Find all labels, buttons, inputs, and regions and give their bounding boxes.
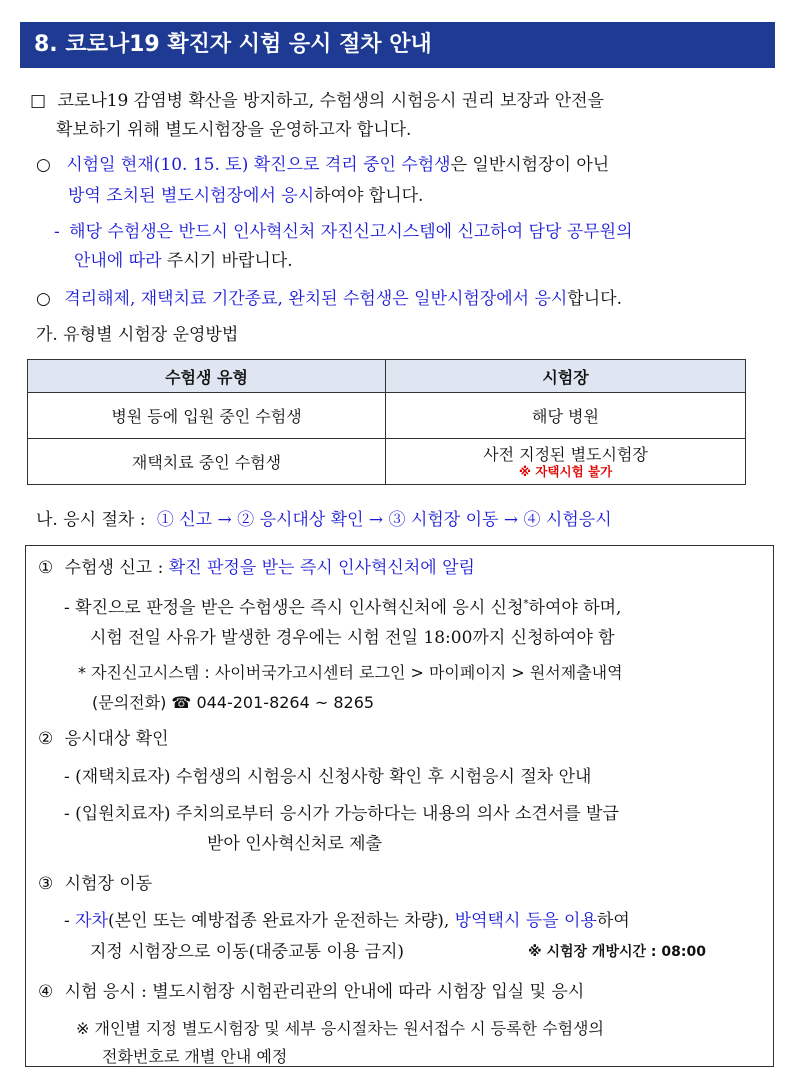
p3-text: 합니다. [567, 289, 622, 309]
page-title: 8. 코로나19 확진자 시험 응시 절차 안내 [20, 22, 775, 68]
intro-text-1: 코로나19 감염병 확산을 방지하고, 수험생의 시험응시 권리 보장과 안전을 [57, 91, 604, 111]
circle-bullet-icon: ○ [36, 289, 51, 309]
step-1-detail-2: 시험 전일 사유가 발생한 경우에는 시험 전일 18:00까지 신청하여야 함 [90, 628, 615, 648]
step-2-detail-2: - (입원치료자) 주치의로부터 응시가 가능하다는 내용의 의사 소견서를 발급 [64, 804, 619, 824]
table-cell-site: 사전 지정된 별도시험장 [483, 444, 648, 464]
section-na-steps: ① 신고 → ② 응시대상 확인 → ③ 시험장 이동 → ④ 시험응시 [156, 510, 612, 530]
section-na-label: 나. 응시 절차 : [36, 510, 146, 530]
step-3-detail-2: 지정 시험장으로 이동(대중교통 이용 금지) [90, 942, 405, 962]
step-2-heading [38, 724, 169, 749]
p1-highlight-2: 방역 조치된 별도시험장에서 응시 [68, 186, 315, 206]
table-header-site: 시험장 [386, 360, 746, 393]
p3-highlight: 격리해제, 재택치료 기간종료, 완치된 수험생은 일반시험장에서 응시 [64, 289, 568, 309]
step-3-highlight-2: 방역택시 등을 이용 [454, 911, 597, 931]
p2-text-2: 주시기 바랍니다. [161, 251, 293, 271]
step-1-highlight: 확진 판정을 받는 즉시 인사혁신처에 알림 [168, 558, 475, 578]
step-4-label: 시험 응시 : [64, 982, 147, 1002]
table-row [28, 439, 746, 485]
step-4-note-1: ※ 개인별 지정 별도시험장 및 세부 응시절차는 원서접수 시 등록한 수험생의 [76, 1019, 604, 1038]
asterisk-mark: * [523, 598, 529, 610]
table-cell-type: 재택치료 중인 수험생 [28, 439, 386, 485]
section-ga-heading: 가. 유형별 시험장 운영방법 [36, 325, 239, 345]
step-3-text-end: 하여 [596, 911, 630, 931]
intro-line-2 [56, 115, 411, 140]
intro-line-1 [30, 86, 604, 111]
step-3-text-mid: (본인 또는 예방접종 완료자가 운전하는 차량), [108, 911, 455, 931]
step-2-detail-1: - (재택치료자) 수험생의 시험응시 신청사항 확인 후 시험응시 절차 안내 [64, 767, 592, 787]
p1-text: 은 일반시험장이 아닌 [450, 155, 610, 175]
step-2-label: 응시대상 확인 [64, 729, 169, 749]
circle-bullet-icon: ○ [36, 155, 51, 175]
dash-bullet: - [54, 222, 60, 242]
phone-number: 044-201-8264 ~ 8265 [196, 693, 375, 712]
step-3-note: ※ 시험장 개방시간 : 08:00 [528, 944, 706, 960]
step-3-label: 시험장 이동 [64, 874, 153, 894]
inquiry-label: (문의전화) [92, 693, 167, 712]
table-cell-type: 병원 등에 입원 중인 수험생 [28, 393, 386, 439]
step-1-detail-1 [64, 593, 621, 618]
p1-text-2: 하여야 합니다. [314, 186, 424, 206]
step-1-note-2 [92, 690, 374, 713]
step-1-text-b: 하여야 하며, [528, 598, 622, 618]
step-1-text-a: - 확진으로 판정을 받은 수험생은 즉시 인사혁신처에 응시 신청 [64, 598, 524, 618]
p2-highlight: 해당 수험생은 반드시 인사혁신처 자진신고시스템에 신고하여 담당 공무원의 [69, 222, 633, 242]
step-number: ① [38, 558, 54, 578]
p1-line-2 [68, 181, 423, 206]
p2-highlight-2: 안내에 따라 [74, 251, 162, 271]
step-4-note-2: 전화번호로 개별 안내 예정 [102, 1047, 288, 1066]
step-1-label: 수험생 신고 : [64, 558, 164, 578]
section-na-heading [36, 505, 612, 530]
p2-line-1 [54, 217, 633, 242]
step-3-heading [38, 869, 152, 894]
step-3-dash: - [64, 911, 70, 931]
step-1-heading [38, 553, 475, 578]
table-header-type: 수험생 유형 [28, 360, 386, 393]
p1-highlight: 시험일 현재(10. 15. 토) 확진으로 격리 중인 수험생 [66, 155, 451, 175]
table-header-row [28, 360, 746, 393]
step-3-detail-1 [64, 906, 630, 931]
square-bullet-icon: □ [30, 91, 47, 111]
step-1-note-1: * 자진신고시스템 : 사이버국가고시센터 로그인 > 마이페이지 > 원서제출내역 [78, 663, 623, 682]
phone-icon: ☎ [171, 693, 192, 712]
table-cell-site: 해당 병원 [386, 393, 746, 439]
step-4-heading [38, 977, 584, 1002]
step-number: ② [38, 729, 54, 749]
p1-line-1 [36, 150, 609, 175]
table-cell-site-group [386, 439, 746, 485]
step-number: ③ [38, 874, 54, 894]
intro-text-2: 확보하기 위해 별도시험장을 운영하고자 합니다. [56, 120, 412, 140]
step-number: ④ [38, 982, 54, 1002]
p3-line [36, 284, 622, 309]
table-row [28, 393, 746, 439]
step-4-text: 별도시험장 시험관리관의 안내에 따라 시험장 입실 및 응시 [152, 982, 585, 1002]
step-2-detail-3: 받아 인사혁신처로 제출 [207, 834, 383, 854]
exam-site-table [27, 359, 746, 485]
table-cell-note: ※ 자택시험 불가 [518, 463, 613, 479]
step-3-highlight-1: 자차 [75, 911, 109, 931]
p2-line-2 [74, 246, 293, 271]
